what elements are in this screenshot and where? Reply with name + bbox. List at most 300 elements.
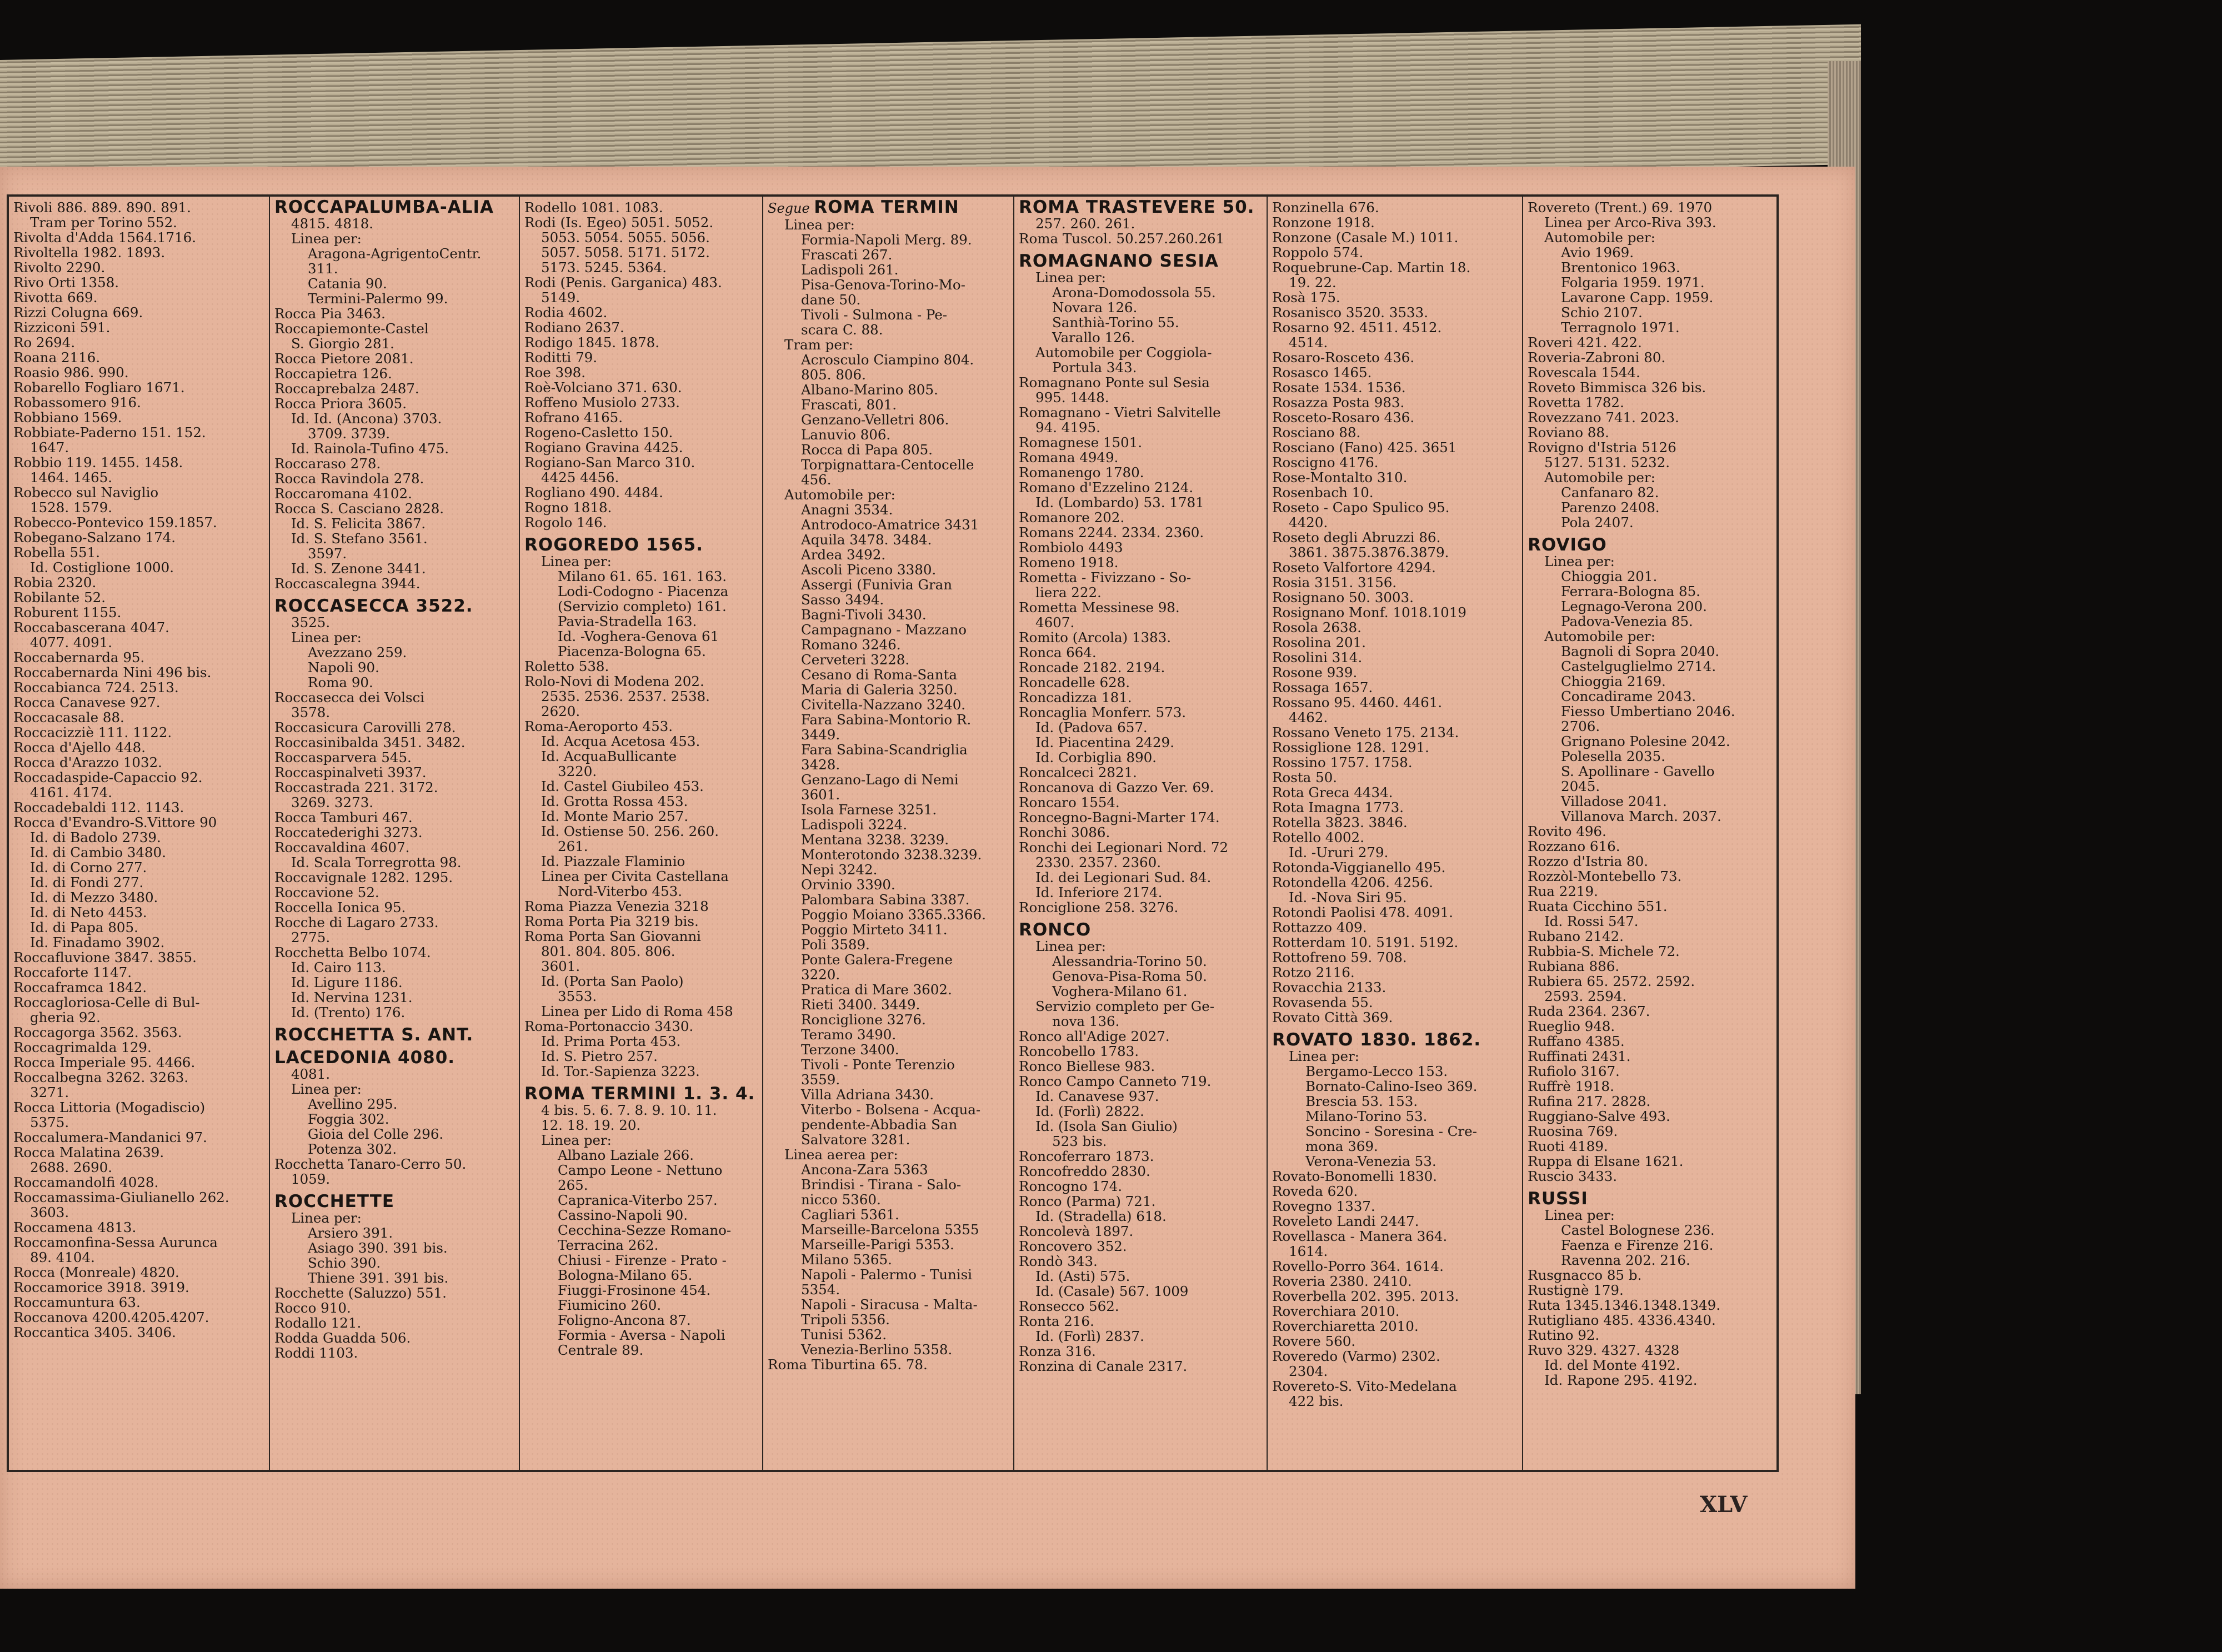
index-entry: Ruscio 3433. [1528, 1168, 1618, 1184]
index-entry: Rogolo 146. [524, 514, 607, 530]
index-entry: Ro 2694. [13, 334, 76, 351]
index-entry: Foggia 302. [308, 1111, 389, 1127]
index-entry: 1059. [291, 1171, 331, 1187]
index-entry: Id. Rapone 295. 4192. [1544, 1372, 1698, 1388]
index-entry: Roccamena 4813. [13, 1219, 137, 1235]
index-entry: Villadose 2041. [1561, 793, 1667, 809]
index-entry: Roncalceci 2821. [1019, 764, 1137, 780]
index-entry: Rocca Ravindola 278. [274, 470, 424, 487]
index-entry: Genzano-Velletri 806. [801, 412, 949, 428]
index-entry: Tram per: [784, 337, 853, 353]
index-entry: Id. di Badolo 2739. [30, 829, 161, 845]
index-entry: Aragona-AgrigentoCentr. [308, 246, 482, 262]
index-entry: Bagni-Tivoli 3430. [801, 607, 927, 623]
index-entry: Romans 2244. 2334. 2360. [1019, 524, 1204, 540]
index-entry: Frascati 267. [801, 247, 893, 263]
index-entry: Roccastrada 221. 3172. [274, 779, 438, 795]
index-entry: Ronzina di Canale 2317. [1019, 1358, 1188, 1374]
index-entry: Roccasinibalda 3451. 3482. [274, 734, 466, 750]
index-entry: Roveri 421. 422. [1528, 334, 1642, 351]
index-entry: Roddi 1103. [274, 1345, 358, 1361]
section-heading: ROGOREDO 1565. [524, 535, 704, 555]
index-entry: Linea per: [1289, 1048, 1359, 1064]
index-entry: Linea per: [291, 231, 362, 247]
index-entry: Rodia 4602. [524, 304, 608, 321]
index-entry: Roviano 88. [1528, 424, 1609, 440]
index-entry: Rolo-Novi di Modena 202. [524, 673, 704, 689]
index-column-6 [1268, 197, 1523, 1470]
index-entry: Rutigliano 485. 4336.4340. [1528, 1312, 1716, 1328]
index-entry: Rubiera 65. 2572. 2592. [1528, 973, 1695, 989]
index-entry: Rufiolo 3167. [1528, 1063, 1620, 1079]
index-entry: Id. Monte Mario 257. [541, 808, 689, 824]
index-entry: Id. (Isola San Giulio) [1035, 1118, 1178, 1134]
index-entry: Rodi (Is. Egeo) 5051. 5052. [524, 214, 714, 231]
index-entry: Id. di Papa 805. [30, 919, 138, 935]
index-entry: Salvatore 3281. [801, 1132, 910, 1148]
index-entry: Linea per Civita Castellana [541, 868, 729, 884]
index-entry: Ascoli Piceno 3380. [801, 562, 937, 578]
index-entry: Rovereto (Trent.) 69. 1970 [1528, 199, 1713, 216]
index-entry: Roccella Ionica 95. [274, 899, 406, 915]
index-entry: Lanuvio 806. [801, 427, 891, 443]
index-entry: Linea per: [784, 217, 855, 233]
index-entry: 5053. 5054. 5055. 5056. [541, 229, 710, 246]
index-entry: Villa Adriana 3430. [801, 1087, 934, 1103]
index-entry: Faenza e Firenze 216. [1561, 1237, 1714, 1253]
index-entry: Rocchette (Saluzzo) 551. [274, 1285, 447, 1301]
index-entry: Roveria-Zabroni 80. [1528, 349, 1666, 366]
index-entry: 4815. 4818. [291, 216, 374, 232]
index-entry: Rogiano-San Marco 310. [524, 454, 695, 470]
index-entry: Roppolo 574. [1272, 244, 1364, 261]
index-entry: Roncadizza 181. [1019, 689, 1132, 705]
index-entry: 4514. [1289, 334, 1328, 351]
index-entry: Robarello Fogliaro 1671. [13, 379, 185, 396]
index-entry: 3597. [308, 545, 347, 562]
index-column-3 [520, 197, 763, 1470]
index-entry: Sasso 3494. [801, 592, 884, 608]
index-entry: 2535. 2536. 2537. 2538. [541, 688, 710, 704]
index-entry: 4607. [1035, 614, 1075, 630]
index-entry: Albano Laziale 266. [558, 1147, 694, 1163]
index-entry: Centrale 89. [558, 1342, 644, 1358]
index-entry: Roncolevà 1897. [1019, 1223, 1134, 1239]
index-entry: Castelguglielmo 2714. [1561, 658, 1716, 674]
index-entry: Rocca Canavese 927. [13, 694, 161, 710]
index-entry: Campo Leone - Nettuno [558, 1162, 723, 1178]
index-entry: 3271. [30, 1084, 69, 1100]
index-entry: Monterotondo 3238.3239. [801, 847, 982, 863]
index-entry: Ruffrè 1918. [1528, 1078, 1614, 1094]
index-entry: Ferrara-Bologna 85. [1561, 583, 1700, 599]
section-heading: ROCCHETTE [274, 1192, 395, 1212]
index-entry: Roma Tiburtina 65. 78. [768, 1356, 928, 1373]
index-entry: Id. Rainola-Tufino 475. [291, 440, 449, 457]
index-entry: Rosaro-Rosceto 436. [1272, 349, 1415, 366]
index-entry: Rovacchia 2133. [1272, 979, 1387, 995]
index-entry: Id. del Monte 4192. [1544, 1357, 1680, 1373]
index-entry: Rossino 1757. 1758. [1272, 754, 1413, 770]
index-entry: Ronco all'Adige 2027. [1019, 1028, 1170, 1044]
index-entry: Varallo 126. [1052, 329, 1135, 346]
index-entry: dane 50. [801, 292, 861, 308]
index-entry: Linea per: [1035, 938, 1106, 954]
index-entry: Roccaraso 278. [274, 455, 381, 472]
index-entry: 2775. [291, 929, 331, 945]
index-entry: Robassomero 916. [13, 394, 141, 411]
index-entry: Roccagloriosa-Celle di Bul- [13, 994, 200, 1010]
index-entry: Rovito 496. [1528, 823, 1607, 839]
index-entry: Rocca Pietore 2081. [274, 351, 414, 367]
index-entry: Rosola 2638. [1272, 619, 1362, 635]
index-entry: Romanengo 1780. [1019, 464, 1144, 480]
index-entry: Id. (Padova 657. [1035, 719, 1148, 735]
index-entry: Roccanova 4200.4205.4207. [13, 1309, 209, 1325]
index-entry: Roccapietra 126. [274, 366, 392, 382]
index-entry: Rustignè 179. [1528, 1282, 1624, 1298]
index-entry: Rovezzano 741. 2023. [1528, 409, 1679, 425]
index-entry: Rizziconi 591. [13, 319, 111, 336]
index-entry: S. Apollinare - Gavello [1561, 763, 1715, 779]
index-entry: Ladispoli 261. [801, 262, 899, 278]
index-entry: Roncovero 352. [1019, 1238, 1127, 1254]
index-entry: Id. -Nova Siri 95. [1289, 889, 1407, 905]
index-entry: 3553. [558, 988, 597, 1004]
index-entry: Pratica di Mare 3602. [801, 982, 952, 998]
index-entry: Avellino 295. [308, 1096, 398, 1112]
index-column-1 [9, 197, 270, 1470]
index-entry: Roccasparvera 545. [274, 749, 412, 765]
index-entry: Roffeno Musiolo 2733. [524, 394, 680, 411]
index-entry: Parenzo 2408. [1561, 499, 1660, 515]
index-entry: Ruffinati 2431. [1528, 1048, 1631, 1064]
index-entry: Assergi (Funivia Gran [801, 577, 953, 593]
index-entry: Rocca d'Arazzo 1032. [13, 754, 162, 770]
index-entry: 5354. [801, 1281, 840, 1298]
index-entry: Rivoli 886. 889. 890. 891. [13, 199, 191, 216]
index-entry: Robella 551. [13, 544, 100, 560]
index-entry: Rotonda-Viggianello 495. [1272, 859, 1446, 875]
index-entry: Id. dei Legionari Sud. 84. [1035, 869, 1212, 885]
index-entry: Rocca Littoria (Mogadiscio) [13, 1099, 206, 1115]
index-entry: Id. Rossi 547. [1544, 913, 1639, 929]
index-entry: S. Giorgio 281. [291, 336, 394, 352]
index-entry: Rocca (Monreale) 4820. [13, 1264, 179, 1280]
index-entry: Roccatederighi 3273. [274, 824, 423, 840]
index-entry: Robegano-Salzano 174. [13, 529, 176, 545]
index-entry: Roncanova di Gazzo Ver. 69. [1019, 779, 1214, 795]
index-entry: Ruosina 769. [1528, 1123, 1618, 1139]
index-entry: 456. [801, 472, 832, 488]
index-entry: Robbiano 1569. [13, 409, 122, 425]
index-entry: Rosciano 88. [1272, 424, 1361, 440]
index-entry: Tivoli - Ponte Terenzio [801, 1057, 955, 1073]
index-entry: Roccasicura Carovilli 278. [274, 719, 456, 735]
index-entry: Civitella-Nazzano 3240. [801, 697, 966, 713]
index-entry: Rossano 95. 4460. 4461. [1272, 694, 1443, 710]
index-entry: 4462. [1289, 709, 1328, 725]
index-entry: Ronco Campo Canneto 719. [1019, 1073, 1212, 1089]
index-entry: Ruata Cicchino 551. [1528, 898, 1668, 914]
index-entry: Automobile per: [1544, 628, 1655, 644]
index-entry: Roe 398. [524, 364, 586, 381]
index-entry: Ronciglione 3276. [801, 1012, 926, 1028]
index-entry: Id. -Ururi 279. [1289, 844, 1389, 860]
index-entry: Linea aerea per: [784, 1147, 898, 1163]
index-entry: Rubano 2142. [1528, 928, 1624, 944]
index-entry: Rosasco 1465. [1272, 364, 1372, 381]
index-entry: Schio 390. [308, 1255, 381, 1271]
index-entry: Brindisi - Tirana - Salo- [801, 1177, 962, 1193]
index-entry: Viterbo - Bolsena - Acqua- [801, 1102, 981, 1118]
index-entry: Antrodoco-Amatrice 3431 [801, 517, 979, 533]
index-entry: Roccafluvione 3847. 3855. [13, 949, 197, 965]
index-column-4 [763, 197, 1014, 1470]
index-entry: Rocca d'Evandro-S.Vittore 90 [13, 814, 217, 830]
index-entry: Servizio completo per Ge- [1035, 998, 1215, 1014]
index-entry: Roveredo (Varmo) 2302. [1272, 1348, 1440, 1364]
index-entry: 3709. 3739. [308, 425, 391, 442]
index-entry: Roma Tuscol. 50.257.260.261 [1019, 231, 1225, 247]
index-entry: Gioia del Colle 296. [308, 1126, 444, 1142]
index-entry: Capranica-Viterbo 257. [558, 1192, 718, 1208]
index-entry: Id. S. Stefano 3561. [291, 530, 428, 547]
index-entry: 4425 4456. [541, 469, 619, 485]
index-entry: Milano 5365. [801, 1251, 892, 1268]
index-entry: Rovasenda 55. [1272, 994, 1373, 1010]
index-entry: Robia 2320. [13, 574, 97, 590]
index-entry: Linea per Arco-Riva 393. [1544, 214, 1716, 231]
index-entry: Romano d'Ezzelino 2124. [1019, 479, 1194, 495]
index-entry: Teramo 3490. [801, 1027, 897, 1043]
index-entry: Robbiate-Paderno 151. 152. [13, 424, 206, 440]
index-entry: Linea per: [541, 1132, 612, 1148]
index-entry: Legnago-Verona 200. [1561, 598, 1707, 614]
index-entry: Id. (Stradella) 618. [1035, 1208, 1167, 1224]
index-entry: Id. Acqua Acetosa 453. [541, 733, 700, 749]
index-entry: Id. Piacentina 2429. [1035, 734, 1174, 750]
index-entry: 1528. 1579. [30, 499, 113, 515]
index-entry: mona 369. [1305, 1138, 1378, 1154]
index-entry: Romanore 202. [1019, 509, 1125, 525]
index-entry: gheria 92. [30, 1009, 101, 1025]
index-entry: Rosignano Monf. 1018.1019 [1272, 604, 1467, 620]
index-entry: Rovato-Bonomelli 1830. [1272, 1168, 1437, 1184]
index-entry: 801. 804. 805. 806. [541, 943, 675, 959]
index-entry: Romagnano - Vietri Salvitelle [1019, 404, 1221, 420]
index-entry: Rocca d'Ajello 448. [13, 739, 146, 755]
index-entry: 1464. 1465. [30, 469, 113, 485]
index-column-5 [1014, 197, 1268, 1470]
index-entry: Rozzòl-Montebello 73. [1528, 868, 1682, 884]
index-entry: Roncade 2182. 2194. [1019, 659, 1165, 675]
index-entry: Formia-Napoli Merg. 89. [801, 232, 972, 248]
index-entry: nicco 5360. [801, 1192, 881, 1208]
index-entry: Rogiano Gravina 4425. [524, 439, 683, 455]
index-entry: Roccaromana 4102. [274, 485, 412, 502]
index-entry: Linea per: [1544, 1207, 1615, 1223]
index-entry: 265. [558, 1177, 588, 1193]
index-entry: Ronchi 3086. [1019, 824, 1110, 840]
index-entry: Id. Ligure 1186. [291, 974, 403, 990]
index-entry: Rueglio 948. [1528, 1018, 1615, 1034]
index-entry: Id. S. Pietro 257. [541, 1048, 658, 1064]
index-entry: 3449. [801, 727, 840, 743]
index-entry: Robbio 119. 1455. 1458. [13, 454, 183, 470]
index-entry: Rocca Priora 3605. [274, 396, 407, 412]
index-entry: Rivotta 669. [13, 289, 98, 306]
index-entry: Roccascalegna 3944. [274, 575, 421, 592]
index-entry: Aquila 3478. 3484. [801, 532, 932, 548]
index-entry: 4161. 4174. [30, 784, 113, 800]
index-entry: 3525. [291, 614, 331, 630]
index-entry: Id. Corbiglia 890. [1035, 749, 1157, 765]
index-entry: Roletto 538. [524, 658, 609, 674]
index-entry: 3601. [801, 787, 840, 803]
index-entry: Thiene 391. 391 bis. [308, 1270, 449, 1286]
index-entry: Foligno-Ancona 87. [558, 1312, 691, 1328]
index-entry: Napoli 90. [308, 659, 379, 675]
index-entry: Roncaro 1554. [1019, 794, 1120, 810]
index-entry: Tunisi 5362. [801, 1326, 887, 1343]
index-entry: Romagnano Ponte sul Sesia [1019, 374, 1210, 391]
index-entry: Roncaglia Monferr. 573. [1019, 704, 1187, 720]
index-entry: Rodiano 2637. [524, 319, 624, 336]
index-entry: Id. (Porta San Paolo) [541, 973, 684, 989]
index-page [0, 167, 1855, 1589]
index-entry: Romito (Arcola) 1383. [1019, 629, 1172, 645]
index-entry: Termini-Palermo 99. [308, 291, 448, 307]
index-entry: Roccabianca 724. 2513. [13, 679, 179, 695]
index-entry: Cerveteri 3228. [801, 652, 910, 668]
index-entry: Albano-Marino 805. [801, 382, 938, 398]
index-entry: Ronta 216. [1019, 1313, 1094, 1329]
index-entry: Ruppa di Elsane 1621. [1528, 1153, 1684, 1169]
index-entry: 805. 806. [801, 367, 866, 383]
index-entry: Roma Porta Pia 3219 bis. [524, 913, 699, 929]
index-entry: Rovigno d'Istria 5126 [1528, 439, 1676, 455]
index-entry: Roccaspinalveti 3937. [274, 764, 427, 780]
index-entry: Arona-Domodossola 55. [1052, 284, 1216, 301]
index-entry: Fiesso Umbertiano 2046. [1561, 703, 1735, 719]
index-entry: Roccalbegna 3262. 3263. [13, 1069, 189, 1085]
index-entry: Fiuggi-Frosinone 454. [558, 1282, 711, 1298]
index-entry: Ronchi dei Legionari Nord. 72 [1019, 839, 1228, 855]
index-entry: Automobile per: [1544, 469, 1655, 485]
index-entry: Rotella 3823. 3846. [1272, 814, 1408, 830]
index-entry: Bologna-Milano 65. [558, 1267, 693, 1283]
index-column-7 [1523, 197, 1776, 1470]
index-entry: Rocche di Lagaro 2733. [274, 914, 439, 930]
index-entry: Rovereto-S. Vito-Medelana [1272, 1378, 1457, 1394]
index-entry: 311. [308, 261, 338, 277]
index-entry: Roma-Portonaccio 3430. [524, 1018, 694, 1034]
index-entry: Tram per Torino 552. [30, 214, 177, 231]
index-entry: Roasio 986. 990. [13, 364, 129, 381]
index-entry: Rivo Orti 1358. [13, 274, 119, 291]
index-entry: Marseille-Barcelona 5355 [801, 1222, 979, 1238]
index-entry: Roseto - Capo Spulico 95. [1272, 499, 1450, 515]
page-number: XLV [1700, 1491, 1748, 1518]
index-entry: Rometta - Fivizzano - So- [1019, 569, 1192, 585]
index-entry: Roccantica 3405. 3406. [13, 1324, 176, 1340]
index-entry: Id. Costiglione 1000. [30, 559, 174, 575]
index-entry: Rossano Veneto 175. 2134. [1272, 724, 1459, 740]
index-entry: Brescia 53. 153. [1305, 1093, 1418, 1109]
index-entry: Chioggia 2169. [1561, 673, 1666, 689]
index-entry: Rocca Imperiale 95. 4466. [13, 1054, 196, 1070]
index-entry: Id. (Casale) 567. 1009 [1035, 1283, 1189, 1299]
index-entry: Cassino-Napoli 90. [558, 1207, 688, 1223]
index-entry: Id. Inferiore 2174. [1035, 884, 1163, 900]
index-entry: 2304. [1289, 1363, 1328, 1379]
index-entry: Ardea 3492. [801, 547, 886, 563]
index-entry: Id. di Cambio 3480. [30, 844, 167, 860]
index-entry: Rocca di Papa 805. [801, 442, 933, 458]
index-entry: Formia - Aversa - Napoli [558, 1327, 725, 1343]
index-entry: Rosceto-Rosaro 436. [1272, 409, 1415, 425]
section-heading: ROMA TERMINI 1. 3. 4. [524, 1084, 755, 1104]
index-entry: Palombara Sabina 3387. [801, 892, 970, 908]
index-entry: Rizzi Colugna 669. [13, 304, 143, 321]
index-entry: Rosà 175. [1272, 289, 1340, 306]
index-entry: Automobile per Coggiola- [1035, 344, 1212, 361]
index-entry: Roccadaspide-Capaccio 92. [13, 769, 203, 785]
index-entry: Bagnoli di Sopra 2040. [1561, 643, 1720, 659]
index-entry: Roburent 1155. [13, 604, 122, 620]
index-entry: Roveleto Landi 2447. [1272, 1213, 1419, 1229]
index-entry: Isola Farnese 3251. [801, 802, 937, 818]
index-entry: pendente-Abbadia San [801, 1117, 958, 1133]
section-heading: ROCCASECCA 3522. [274, 596, 473, 616]
index-entry: Id. di Corno 277. [30, 859, 147, 875]
index-entry: Rocchetta Belbo 1074. [274, 944, 431, 960]
index-entry: Linea per Lido di Roma 458 [541, 1003, 733, 1019]
index-entry: Roccasecca dei Volsci [274, 689, 425, 705]
index-entry: Arsiero 391. [308, 1225, 393, 1241]
index-entry: Alessandria-Torino 50. [1052, 953, 1207, 969]
section-heading: ROCCHETTA S. ANT. [274, 1025, 474, 1045]
index-entry: Roccabernarda 95. [13, 649, 145, 665]
index-entry: Rossiglione 128. 1291. [1272, 739, 1429, 755]
index-entry: Id. di Fondi 277. [30, 874, 144, 890]
index-entry: Asiago 390. 391 bis. [308, 1240, 448, 1256]
index-entry: Roccacizziè 111. 1122. [13, 724, 172, 740]
index-entry: Roccaprebalza 2487. [274, 381, 419, 397]
index-entry: Rota Imagna 1773. [1272, 799, 1404, 815]
index-entry: Rofrano 4165. [524, 409, 623, 425]
index-entry: 94. 4195. [1035, 419, 1100, 435]
index-entry: Pola 2407. [1561, 514, 1634, 530]
index-entry: Automobile per: [784, 487, 895, 503]
section-heading: RUSSI [1528, 1189, 1588, 1209]
index-entry: Rodda Guadda 506. [274, 1330, 411, 1346]
index-entry: Roveria 2380. 2410. [1272, 1273, 1412, 1289]
index-entry: 995. 1448. [1035, 389, 1109, 406]
index-entry: Id. Scala Torregrotta 98. [291, 854, 462, 870]
index-entry: Ladispoli 3224. [801, 817, 907, 833]
index-entry: Linea per: [541, 553, 612, 569]
index-entry: Brentonico 1963. [1561, 259, 1680, 276]
index-entry: 2045. [1561, 778, 1600, 794]
index-entry: 12. 18. 19. 20. [541, 1117, 641, 1133]
index-entry: Napoli - Siracusa - Malta- [801, 1296, 978, 1313]
index-entry: Cecchina-Sezze Romano- [558, 1222, 732, 1238]
index-entry: Potenza 302. [308, 1141, 397, 1157]
index-entry: Ruvo 329. 4327. 4328 [1528, 1342, 1680, 1358]
index-entry: 3601. [541, 958, 580, 974]
